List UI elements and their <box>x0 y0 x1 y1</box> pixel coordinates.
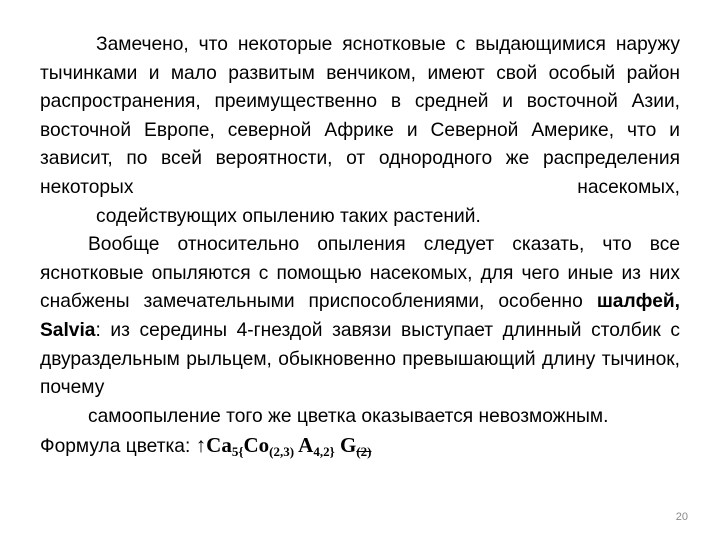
formula-label: Формула цветка: <box>40 436 196 458</box>
paragraph-2 <box>40 231 680 431</box>
formula-gynoecium-count: (2) <box>356 444 372 460</box>
paragraph-2-text-end: : из середины 4-гнездой завязи выступает длинный столбик с двураздельным рыльцем, обыкновенно превышающий длину тычинок, почему <box>40 319 680 399</box>
flower-formula <box>195 433 372 460</box>
formula-corolla: Co <box>243 433 270 458</box>
paragraph-1-body: Замечено, что некоторые яснотковые с выдающимися наружу тычинками и мало развитым венчиком, имеют свой особый район распространения, преимущественно в средней и восточной Азии, восточной Европе, северной Африке и Северной Америке, что и зависит, по всей вероятности, от однородного же распределения некоторых насекомых, <box>40 34 680 198</box>
zygomorphic-arrow-icon: ↑ <box>195 433 207 458</box>
formula-calyx: Ca <box>206 433 232 458</box>
paragraph-2-last-line: самоопыление того же цветка оказывается невозможным. <box>88 405 609 427</box>
formula-calyx-count: 5 <box>231 444 239 460</box>
page-number: 20 <box>675 511 688 523</box>
formula-androecium-count: 4,2} <box>313 444 335 460</box>
flower-formula-line <box>40 431 680 467</box>
paragraph-1-last-line: содействующих опылению таких растений. <box>96 205 481 227</box>
paragraph-2-text-start: Вообще относительно опыления следует сказать, что все яснотковые опыляются с помощью насекомых, для чего иные из них снабжены замечательными приспособлениями, особенно <box>40 234 680 313</box>
formula-open-brace: { <box>238 444 244 460</box>
formula-gynoecium: G <box>339 433 357 458</box>
formula-corolla-count: (2,3) <box>269 444 295 460</box>
formula-androecium: A <box>298 433 314 458</box>
paragraph-2-bold-term: шалфей, Salvia <box>40 291 680 341</box>
paragraph-1 <box>40 31 680 231</box>
text-block <box>40 31 680 467</box>
